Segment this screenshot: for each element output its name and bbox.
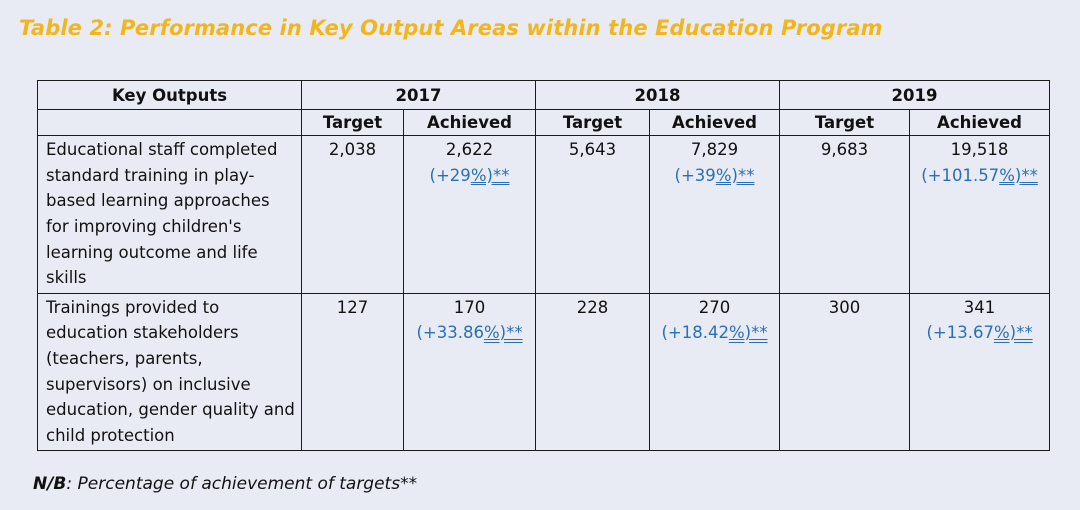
header-row-subcolumns: [38, 109, 1050, 136]
table-row: [38, 136, 1050, 294]
table-row: [38, 293, 1050, 451]
target-cell: 127: [302, 293, 404, 451]
target-cell: 2,038: [302, 136, 404, 294]
target-cell: 5,643: [536, 136, 650, 294]
achieved-cell: [910, 293, 1050, 451]
target-cell: 300: [780, 293, 910, 451]
achieved-value: 170: [453, 297, 486, 317]
achieved-header-2018: Achieved: [650, 109, 780, 136]
achieved-cell: [404, 136, 536, 294]
header-row-years: [38, 81, 1050, 110]
achieved-value: 270: [698, 297, 731, 317]
achieved-value: 2,622: [445, 140, 494, 160]
achieved-cell: [404, 293, 536, 451]
achieved-cell: [650, 293, 780, 451]
achievement-percentage: (+29%)**: [429, 165, 510, 185]
key-outputs-header-spacer: [38, 109, 302, 136]
key-outputs-header: Key Outputs: [38, 81, 302, 110]
achieved-header-2019: Achieved: [910, 109, 1050, 136]
achievement-percentage: (+39%)**: [674, 165, 755, 185]
achieved-header-2017: Achieved: [404, 109, 536, 136]
achievement-percentage: (+101.57%)**: [921, 165, 1038, 185]
performance-table: [37, 80, 1050, 451]
footnote-text: : Percentage of achievement of targets**: [66, 474, 418, 494]
table-title: Table 2: Performance in Key Output Areas within the Education Program: [19, 16, 883, 40]
year-header-2017: 2017: [302, 81, 536, 110]
achievement-percentage: (+33.86%)**: [416, 323, 523, 343]
key-output-cell: Educational staff completed standard training in play-based learning approaches for improving children's learning outcome and life skills: [38, 136, 302, 294]
achieved-cell: [910, 136, 1050, 294]
key-output-cell: Trainings provided to education stakeholders (teachers, parents, supervisors) on inclusive education, gender quality and child protection: [38, 293, 302, 451]
achieved-cell: [650, 136, 780, 294]
year-header-2018: 2018: [536, 81, 780, 110]
target-cell: 9,683: [780, 136, 910, 294]
achievement-percentage: (+18.42%)**: [661, 323, 768, 343]
achieved-value: 19,518: [950, 140, 1009, 160]
footnote-label: N/B: [33, 474, 67, 494]
year-header-2019: 2019: [780, 81, 1050, 110]
target-header-2017: Target: [302, 109, 404, 136]
achievement-percentage: (+13.67%)**: [926, 323, 1033, 343]
target-header-2018: Target: [536, 109, 650, 136]
achieved-value: 7,829: [690, 140, 739, 160]
achieved-value: 341: [963, 297, 996, 317]
target-header-2019: Target: [780, 109, 910, 136]
footnote: [33, 474, 417, 494]
target-cell: 228: [536, 293, 650, 451]
